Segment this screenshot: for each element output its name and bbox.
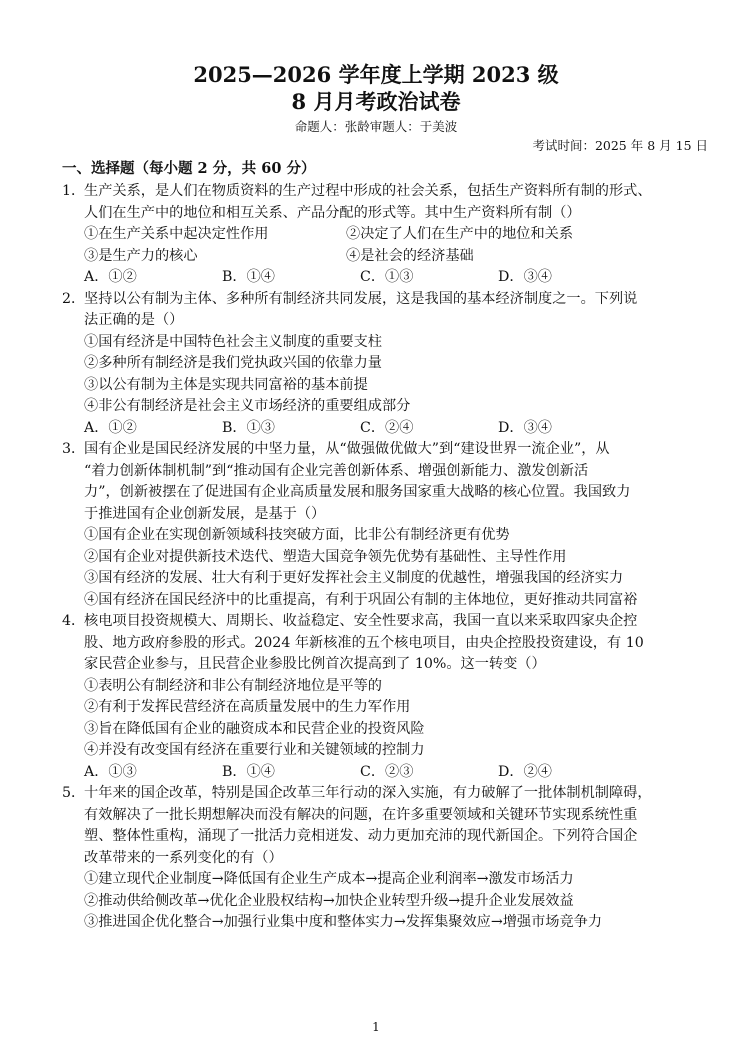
statement-option: ①国有经济是中国特色社会主义制度的重要支柱 bbox=[84, 333, 382, 350]
page-number: 1 bbox=[372, 1020, 380, 1034]
statement-option: ①国有企业在实现创新领域科技突破方面，比非公有制经济更有优势 bbox=[84, 527, 510, 543]
question-stem-line: 股、地方政府参股的形式。2024 年新核准的五个核电项目，由央企控股投资建设，有 10 bbox=[84, 634, 644, 651]
exam-authors: 命题人：张龄审题人：于美波 bbox=[294, 119, 458, 134]
statement-option: ④国有经济在国民经济中的比重提高，有利于巩固公有制的主体地位，更好推动共同富裕 bbox=[84, 591, 638, 608]
statement-option: ④非公有制经济是社会主义市场经济的重要组成部分 bbox=[84, 398, 411, 414]
statement-option: ②多种所有制经济是我们党执政兴国的依靠力量 bbox=[84, 355, 382, 371]
statement-option: ②有利于发挥民营经济在高质量发展中的生力军作用 bbox=[84, 699, 411, 715]
question-stem-line: 人们在生产中的地位和相互关系、产品分配的形式等。其中生产资料所有制（） bbox=[84, 204, 581, 221]
question-stem-line: 改革带来的一系列变化的有（） bbox=[84, 849, 283, 866]
statement-option: ③国有经济的发展、壮大有利于更好发挥社会主义制度的优越性，增强我国的经济实力 bbox=[84, 570, 624, 586]
option-row bbox=[62, 224, 722, 246]
question-number: 1． bbox=[62, 183, 86, 199]
answer-choice-c: C．②④ bbox=[360, 419, 414, 436]
answer-choice-b: B．①④ bbox=[222, 269, 275, 285]
question-stem-line: 国有企业是国民经济发展的中坚力量，从“做强做优做大”到“建设世界一流企业”，从 bbox=[84, 441, 610, 457]
statement-option: ①表明公有制经济和非公有制经济地位是平等的 bbox=[84, 677, 382, 694]
question-1 bbox=[62, 181, 722, 224]
question-number: 2． bbox=[62, 290, 86, 307]
question-stem-line: 力”，创新被摆在了促进国有企业高质量发展和服务国家重大战略的核心位置。我国致力 bbox=[84, 484, 631, 500]
statement-option: ②国有企业对提供新技术迭代、塑造大国竞争领先优势有基础性、主导性作用 bbox=[84, 548, 567, 565]
exam-time: 考试时间：2025 年 8 月 15 日 bbox=[532, 138, 708, 153]
answer-choice-b: B．①③ bbox=[222, 419, 275, 436]
statement-option: ③以公有制为主体是实现共同富裕的基本前提 bbox=[84, 376, 368, 393]
answer-choice-d: D．②④ bbox=[498, 763, 552, 780]
answer-choices bbox=[62, 762, 722, 784]
question-number: 4． bbox=[62, 613, 86, 629]
statement-option: ④是社会的经济基础 bbox=[346, 247, 474, 264]
question-5 bbox=[62, 783, 722, 869]
answer-choice-c: C．②③ bbox=[360, 763, 414, 780]
statement-option: ④并没有改变国有经济在重要行业和关键领域的控制力 bbox=[84, 742, 425, 758]
question-stem-line: 塑、整体性重构，涌现了一批活力竞相迸发、动力更加充沛的现代新国企。下列符合国企 bbox=[84, 828, 638, 844]
question-4 bbox=[62, 611, 722, 676]
statement-option: ②决定了人们在生产中的地位和关系 bbox=[346, 226, 574, 242]
question-stem-line: 生产关系，是人们在物质资料的生产过程中形成的社会关系，包括生产资料所有制的形式、 bbox=[84, 183, 652, 199]
answer-choice-d: D．③④ bbox=[498, 419, 552, 436]
answer-choice-a: A．①② bbox=[84, 419, 137, 436]
statement-option: ①建立现代企业制度→降低国有企业生产成本→提高企业利润率→激发市场活力 bbox=[84, 871, 574, 887]
question-stem-line: 坚持以公有制为主体、多种所有制经济共同发展，这是我国的基本经济制度之一。下列说 bbox=[84, 290, 638, 307]
answer-choices bbox=[62, 267, 722, 289]
answer-choices bbox=[62, 418, 722, 440]
exam-title-line1: 2025—2026 学年度上学期 2023 级 bbox=[193, 62, 559, 87]
question-2 bbox=[62, 289, 722, 332]
statement-option: ②推动供给侧改革→优化企业股权结构→加快企业转型升级→提升企业发展效益 bbox=[84, 892, 574, 909]
statement-option: ③旨在降低国有企业的融资成本和民营企业的投资风险 bbox=[84, 720, 425, 737]
question-3 bbox=[62, 439, 722, 525]
question-list bbox=[62, 181, 722, 934]
section-heading: 一、选择题（每小题 2 分，共 60 分） bbox=[62, 160, 316, 177]
question-stem-line: 家民营企业参与，且民营企业参股比例首次提高到了 10%。这一转变（） bbox=[84, 656, 546, 672]
question-stem-line: 于推进国有企业创新发展，是基于（） bbox=[84, 505, 326, 522]
question-stem-line: 十年来的国企改革，特别是国企改革三年行动的深入实施，有力破解了一批体制机制障碍， bbox=[84, 785, 652, 801]
option-row bbox=[62, 246, 722, 268]
question-stem-line: “着力创新体制机制”到“推动国有企业完善创新体系、增强创新能力、激发创新活 bbox=[84, 462, 589, 479]
question-stem-line: 法正确的是（） bbox=[84, 312, 184, 328]
answer-choice-d: D．③④ bbox=[498, 269, 552, 285]
answer-choice-a: A．①② bbox=[84, 269, 137, 285]
statement-option: ③是生产力的核心 bbox=[84, 247, 198, 264]
answer-choice-c: C．①③ bbox=[360, 269, 414, 285]
question-stem-line: 核电项目投资规模大、周期长、收益稳定、安全性要求高，我国一直以来采取四家央企控 bbox=[84, 613, 638, 629]
answer-choice-a: A．①③ bbox=[84, 763, 137, 780]
answer-choice-b: B．①④ bbox=[222, 763, 275, 780]
statement-option: ③推进国企优化整合→加强行业集中度和整体实力→发挥集聚效应→增强市场竞争力 bbox=[84, 914, 603, 930]
exam-title-line2: 8 月月考政治试卷 bbox=[291, 89, 461, 114]
question-stem-line: 有效解决了一批长期想解决而没有解决的问题，在许多重要领域和关键环节实现系统性重 bbox=[84, 806, 638, 823]
statement-option: ①在生产关系中起决定性作用 bbox=[84, 226, 269, 242]
question-number: 5． bbox=[62, 785, 86, 801]
question-number: 3． bbox=[62, 441, 86, 457]
